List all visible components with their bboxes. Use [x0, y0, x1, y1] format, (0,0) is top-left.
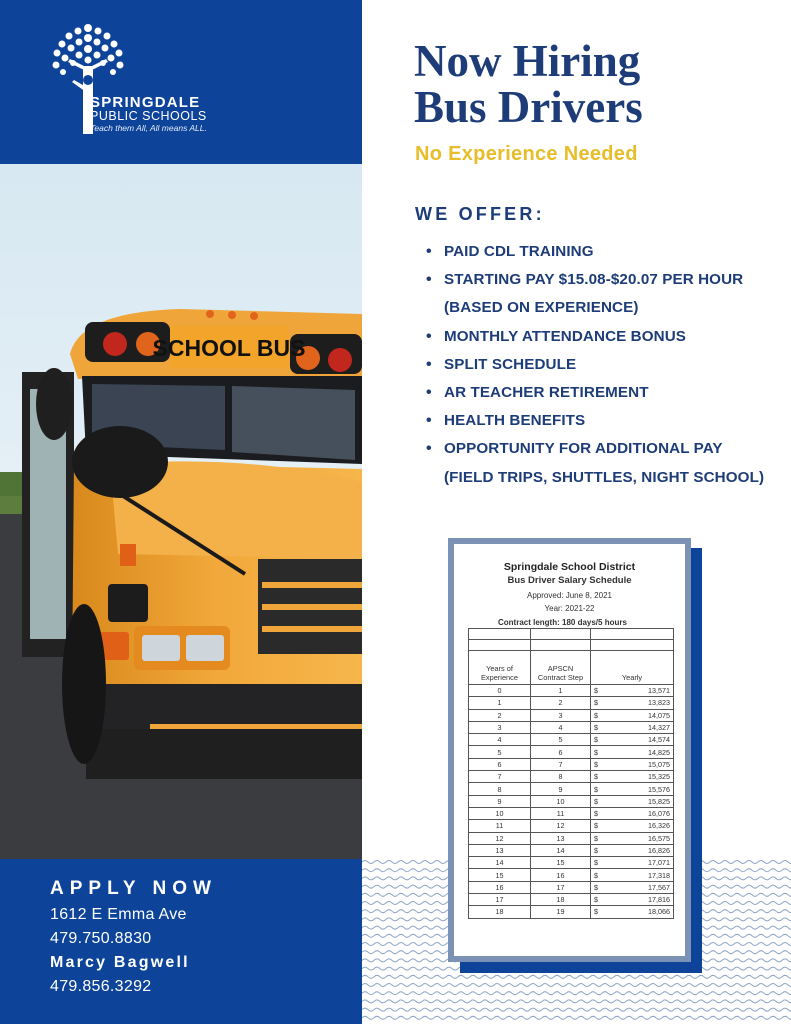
cell-yearly: 16,575	[605, 832, 674, 844]
cell-yearly: 15,325	[605, 771, 674, 783]
cell-step: 19	[531, 906, 591, 918]
cell-currency: $	[591, 685, 605, 697]
cell-yearly: 14,075	[605, 709, 674, 721]
cell-years: 3	[469, 721, 531, 733]
cell-yearly: 13,571	[605, 685, 674, 697]
cell-step: 17	[531, 881, 591, 893]
table-row	[469, 795, 674, 807]
cell-step: 15	[531, 857, 591, 869]
cell-yearly: 17,318	[605, 869, 674, 881]
cell-years: 9	[469, 795, 531, 807]
cell-years: 7	[469, 771, 531, 783]
table-header-row	[469, 651, 674, 685]
cell-currency: $	[591, 844, 605, 856]
apply-address: 1612 E Emma Ave	[50, 906, 187, 923]
headline-line-1: Now Hiring	[414, 36, 641, 86]
salary-schedule-card	[448, 538, 691, 962]
cell-years: 18	[469, 906, 531, 918]
cell-step: 9	[531, 783, 591, 795]
logo-tagline: Teach them All, All means ALL.	[90, 123, 207, 133]
cell-step: 14	[531, 844, 591, 856]
cell-years: 5	[469, 746, 531, 758]
table-row	[469, 783, 674, 795]
apply-contact-name: Marcy Bagwell	[50, 954, 190, 971]
logo-name: SPRINGDALE	[90, 94, 201, 111]
cell-yearly: 17,567	[605, 881, 674, 893]
cell-step: 4	[531, 721, 591, 733]
apply-title: APPLY NOW	[50, 878, 217, 899]
cell-years: 4	[469, 734, 531, 746]
cell-currency: $	[591, 894, 605, 906]
table-row	[469, 734, 674, 746]
table-row	[469, 869, 674, 881]
cell-step: 6	[531, 746, 591, 758]
cell-years: 0	[469, 685, 531, 697]
cell-currency: $	[591, 832, 605, 844]
cell-yearly: 17,071	[605, 857, 674, 869]
cell-years: 12	[469, 832, 531, 844]
table-row	[469, 709, 674, 721]
school-bus-photo	[0, 164, 362, 859]
benefit-item: • STARTING PAY $15.08-$20.07 PER HOUR (BASED ON EXPERIENCE)	[426, 266, 776, 322]
cell-years: 17	[469, 894, 531, 906]
cell-yearly: 16,826	[605, 844, 674, 856]
table-row	[469, 906, 674, 918]
cell-yearly: 18,066	[605, 906, 674, 918]
cell-years: 10	[469, 807, 531, 819]
cell-years: 16	[469, 881, 531, 893]
cell-step: 18	[531, 894, 591, 906]
apply-phone-main: 479.750.8830	[50, 930, 152, 947]
column-header-yearly: Yearly	[591, 651, 674, 685]
table-row	[469, 844, 674, 856]
cell-currency: $	[591, 721, 605, 733]
cell-yearly: 15,825	[605, 795, 674, 807]
cell-currency: $	[591, 857, 605, 869]
cell-currency: $	[591, 734, 605, 746]
subheadline: No Experience Needed	[415, 143, 638, 165]
benefit-item: • PAID CDL TRAINING	[426, 238, 776, 266]
cell-step: 10	[531, 795, 591, 807]
table-row	[469, 685, 674, 697]
cell-yearly: 14,574	[605, 734, 674, 746]
cell-step: 13	[531, 832, 591, 844]
benefit-item: • OPPORTUNITY FOR ADDITIONAL PAY (FIELD TRIPS, SHUTTLES, NIGHT SCHOOL)	[426, 435, 776, 491]
cell-step: 7	[531, 758, 591, 770]
cell-years: 11	[469, 820, 531, 832]
salary-year: Year: 2021-22	[544, 604, 595, 613]
benefit-item: • MONTHLY ATTENDANCE BONUS	[426, 323, 776, 351]
cell-currency: $	[591, 906, 605, 918]
table-row	[469, 721, 674, 733]
table-row	[469, 758, 674, 770]
cell-yearly: 17,816	[605, 894, 674, 906]
column-header-step: APSCN Contract Step	[531, 651, 591, 685]
benefit-item: • HEALTH BENEFITS	[426, 407, 776, 435]
cell-currency: $	[591, 795, 605, 807]
cell-currency: $	[591, 746, 605, 758]
apply-phone-contact: 479.856.3292	[50, 978, 152, 995]
cell-step: 2	[531, 697, 591, 709]
cell-step: 11	[531, 807, 591, 819]
benefits-list	[426, 238, 776, 492]
table-row	[469, 881, 674, 893]
cell-currency: $	[591, 697, 605, 709]
cell-yearly: 15,576	[605, 783, 674, 795]
table-row	[469, 894, 674, 906]
cell-yearly: 14,327	[605, 721, 674, 733]
salary-schedule-sheet	[454, 544, 685, 956]
salary-subtitle: Bus Driver Salary Schedule	[507, 575, 632, 586]
cell-years: 13	[469, 844, 531, 856]
cell-step: 1	[531, 685, 591, 697]
logo-panel	[0, 0, 362, 164]
cell-currency: $	[591, 807, 605, 819]
salary-title: Springdale School District	[503, 561, 636, 573]
table-row	[469, 857, 674, 869]
cell-years: 2	[469, 709, 531, 721]
headline-line-2: Bus Drivers	[414, 82, 643, 132]
school-bus-illustration	[0, 164, 362, 859]
cell-step: 12	[531, 820, 591, 832]
table-row	[469, 771, 674, 783]
salary-contract-length: Contract length: 180 days/5 hours	[498, 618, 627, 627]
table-row	[469, 832, 674, 844]
cell-years: 8	[469, 783, 531, 795]
cell-yearly: 15,075	[605, 758, 674, 770]
cell-currency: $	[591, 709, 605, 721]
table-row	[469, 746, 674, 758]
cell-currency: $	[591, 783, 605, 795]
cell-currency: $	[591, 758, 605, 770]
salary-table	[468, 628, 674, 919]
bus-sign-text: SCHOOL BUS	[152, 335, 306, 361]
table-blank-row	[469, 640, 674, 651]
cell-step: 8	[531, 771, 591, 783]
cell-years: 14	[469, 857, 531, 869]
cell-currency: $	[591, 869, 605, 881]
cell-yearly: 14,825	[605, 746, 674, 758]
offer-title: WE OFFER:	[415, 204, 545, 224]
table-row	[469, 807, 674, 819]
cell-step: 5	[531, 734, 591, 746]
column-header-years: Years of Experience	[469, 651, 531, 685]
cell-currency: $	[591, 820, 605, 832]
benefit-item: • AR TEACHER RETIREMENT	[426, 379, 776, 407]
cell-step: 16	[531, 869, 591, 881]
apply-panel	[0, 859, 362, 1024]
table-row	[469, 820, 674, 832]
cell-yearly: 13,823	[605, 697, 674, 709]
cell-years: 1	[469, 697, 531, 709]
cell-currency: $	[591, 771, 605, 783]
cell-years: 15	[469, 869, 531, 881]
cell-yearly: 16,076	[605, 807, 674, 819]
table-row	[469, 697, 674, 709]
cell-step: 3	[531, 709, 591, 721]
cell-years: 6	[469, 758, 531, 770]
logo-subtitle: PUBLIC SCHOOLS	[90, 109, 207, 123]
logo-wordmark	[90, 95, 207, 134]
cell-currency: $	[591, 881, 605, 893]
benefit-item: • SPLIT SCHEDULE	[426, 351, 776, 379]
salary-approved-date: Approved: June 8, 2021	[527, 591, 612, 600]
page-title	[414, 38, 784, 130]
table-blank-row	[469, 629, 674, 640]
cell-yearly: 16,326	[605, 820, 674, 832]
